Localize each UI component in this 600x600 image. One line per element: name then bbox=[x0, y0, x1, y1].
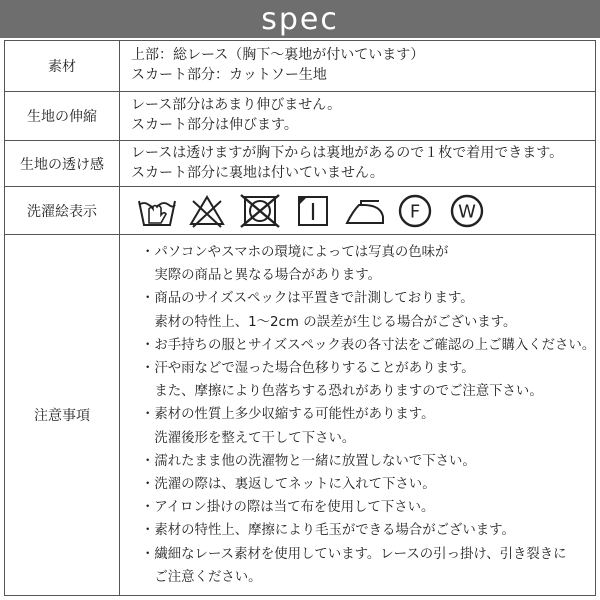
wet-clean-letter: W bbox=[458, 201, 476, 223]
row-label: 素材 bbox=[5, 41, 120, 91]
row-label: 洗濯絵表示 bbox=[5, 187, 120, 234]
note-line: ・素材の性質上多少収縮する可能性があります。 bbox=[141, 407, 435, 423]
row-value bbox=[131, 41, 591, 91]
note-line: また、摩擦により色落ちする恐れがありますのでご注意下さい。 bbox=[141, 384, 543, 400]
no-tumble-dry-icon bbox=[239, 193, 291, 229]
row-value bbox=[131, 141, 591, 186]
table-row-care-labels bbox=[5, 187, 595, 235]
value-line: スカート部分：カットソー生地 bbox=[131, 67, 327, 83]
hand-wash-icon bbox=[135, 193, 187, 229]
note-line: 素材の特性上、1〜2cm の誤差が生じる場合がございます。 bbox=[141, 314, 517, 330]
row-label: 注意事項 bbox=[5, 235, 120, 595]
note-line: ・お手持ちの服とサイズスペック表の各寸法をご確認の上ご購入ください。 bbox=[141, 337, 596, 353]
note-line: ・アイロン掛けの際は当て布を使用して下さい。 bbox=[141, 500, 435, 516]
note-line: 洗濯後形を整えて干して下さい。 bbox=[141, 430, 356, 446]
dry-clean-f-icon bbox=[395, 193, 447, 229]
no-bleach-icon bbox=[187, 193, 239, 229]
note-line: ・商品のサイズスペックは平置きで計測しております。 bbox=[141, 291, 474, 307]
row-label: 生地の透け感 bbox=[5, 141, 120, 186]
note-line: ・濡れたまま他の洗濯物と一緒に放置しないで下さい。 bbox=[141, 453, 476, 469]
page-title: spec bbox=[0, 0, 600, 38]
value-line: 上部：総レース（胸下〜裏地が付いています） bbox=[131, 47, 425, 63]
care-icons bbox=[135, 193, 491, 229]
table-row-stretch bbox=[5, 92, 595, 141]
row-label: 生地の伸縮 bbox=[5, 92, 120, 140]
note-line: ・パソコンやスマホの環境によっては写真の色味が bbox=[141, 245, 449, 260]
value-line: スカート部分に裏地は付いていません。 bbox=[131, 165, 384, 181]
value-line: レースは透けますが胸下からは裏地があるので１枚で着用できます。 bbox=[131, 145, 564, 161]
table-row-material bbox=[5, 41, 595, 92]
note-line: ・繊細なレース素材を使用しています。レースの引っ掛け、引き裂きに bbox=[141, 546, 567, 562]
note-line: ・洗濯の際は、裏返してネットに入れて下さい。 bbox=[141, 477, 436, 492]
note-line: 実際の商品と異なる場合があります。 bbox=[141, 268, 381, 284]
line-dry-shade-icon bbox=[291, 193, 343, 229]
note-line: ・汗や雨などで湿った場合色移りすることがあります。 bbox=[141, 361, 475, 376]
table-row-sheerness bbox=[5, 141, 595, 187]
note-line: ・素材の特性上、摩擦により毛玉ができる場合がございます。 bbox=[141, 523, 515, 539]
iron-low-icon bbox=[343, 193, 395, 229]
note-line: ご注意ください。 bbox=[141, 569, 262, 585]
wet-clean-w-icon bbox=[447, 193, 491, 229]
table-row-notes bbox=[5, 235, 595, 595]
value-line: スカート部分は伸びます。 bbox=[131, 117, 298, 133]
row-value bbox=[131, 92, 591, 140]
spec-table bbox=[4, 40, 596, 596]
dry-clean-letter: F bbox=[409, 201, 421, 223]
value-line: レース部分はあまり伸びません。 bbox=[131, 97, 342, 113]
